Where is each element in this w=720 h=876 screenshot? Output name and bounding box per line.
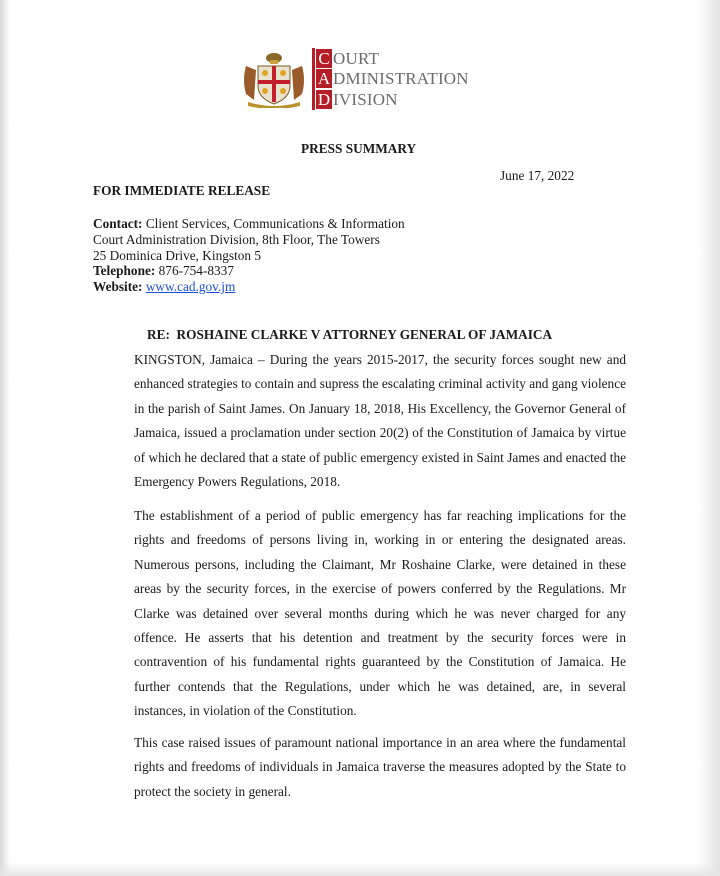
logo-word: DMINISTRATION [333,69,469,89]
release-notice: FOR IMMEDIATE RELEASE [93,183,271,198]
telephone-value: 876-754-8337 [158,263,234,279]
contact-label: Contact: [93,216,143,231]
telephone-label: Telephone: [93,263,156,279]
website-line [93,279,405,295]
paragraph-3: This case raised issues of paramount national importance in an area where the fundamental rights and freedoms of individuals in Jamaica traverse the measures adopted by the State to protect the society in general. [134,735,626,799]
coat-of-arms-icon [240,50,308,108]
address-line-2: 25 Dominica Drive, Kingston 5 [93,247,262,263]
logo-word: OURT [333,48,380,68]
logo-line-division [316,89,469,110]
logo-wordmark [316,48,469,110]
contact-line [93,216,405,232]
paragraph-1: KINGSTON, Jamaica – During the years 2015-2017, the security forces sought new and enhanced strategies to contain and supress the escalating criminal activity and gang violence in the parish of Saint James. On January 18, 2018, His Excellency, the Governor General of Jamaica, issued a proclamation under section 20(2) of the Constitution of Jamaica by virtue of which he declared that a state of public emergency existed in Saint James and enacted the Emergency Powers Regulations, 2018. [134,352,626,490]
logo-initial: A [317,69,331,89]
logo-divider [312,48,315,110]
logo-word: IVISION [333,89,398,109]
paragraph-2: The establishment of a period of public emergency has far reaching implications for the rights and freedoms of persons living in, working in or entering the designated areas. Numerous persons, including the Claimant, Mr Roshaine Clarke, were detained in these areas by the security forces, in the exercise of powers conferred by the Regulations. Mr Clarke was detained over several months during which he was never charged for any offence. He asserts that his detention and treatment by the security forces were in contravention of his fundamental rights guaranteed by the Constitution of Jamaica. He further contends that the Regulations, under which he was detained, are, in several instances, in violation of the Constitution. [134,508,626,719]
doc-title: PRESS SUMMARY [301,141,417,156]
logo-line-court [316,48,469,69]
page-edge-shadow [0,862,720,876]
contact-block [93,216,405,295]
logo-initial: D [317,89,331,109]
case-heading: RE: ROSHAINE CLARKE V ATTORNEY GENERAL OF JAMAICA [147,327,553,342]
telephone-line [93,263,405,279]
logo-initial: C [316,49,332,68]
website-link[interactable]: www.cad.gov.jm [145,279,236,295]
cad-logo [240,46,490,112]
address-line-1: Court Administration Division, 8th Floor, The Towers [93,231,380,247]
contact-value: Client Services, Communications & Information [145,216,405,231]
website-label: Website: [93,279,143,295]
logo-line-administration [316,69,469,90]
release-date: June 17, 2022 [500,168,575,183]
